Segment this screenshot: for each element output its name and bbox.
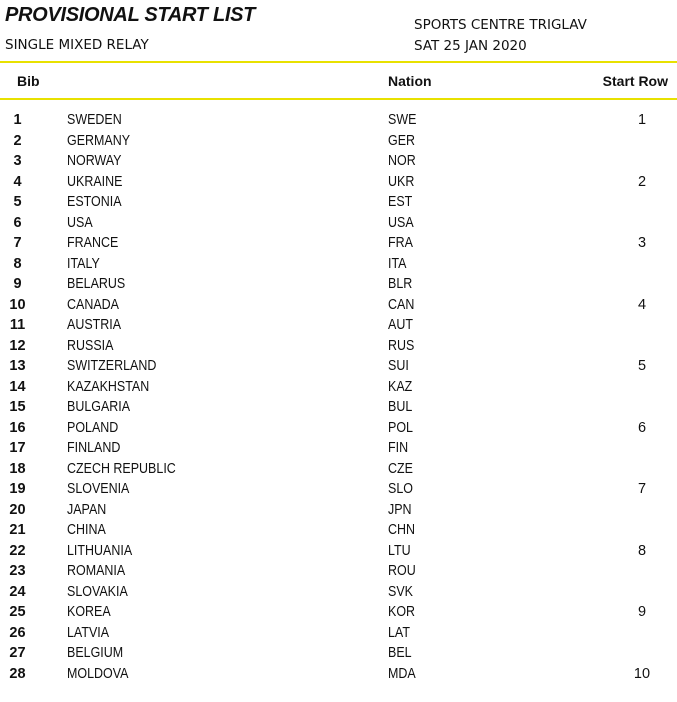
bib-cell: 8 [13, 255, 22, 272]
bib-cell: 17 [9, 440, 26, 456]
bib-cell: 25 [9, 604, 26, 620]
table-row [0, 254, 677, 275]
nation-code-cell: FIN [388, 440, 409, 456]
nation-code-cell: AUT [388, 317, 413, 333]
team-cell: CZECH REPUBLIC [67, 460, 176, 477]
table-row [0, 213, 677, 234]
bib-cell: 18 [9, 460, 26, 477]
bib-cell: 27 [9, 645, 26, 661]
team-cell: LATVIA [67, 624, 110, 641]
venue-name: SPORTS CENTRE TRIGLAV [414, 17, 587, 33]
nation-code-cell: CAN [388, 296, 415, 313]
bib-cell: 14 [9, 378, 26, 395]
table-row [0, 561, 677, 582]
start-row-cell: 8 [637, 542, 647, 559]
start-row-cell: 4 [637, 296, 647, 313]
table-row [0, 664, 677, 685]
team-cell: ITALY [67, 255, 100, 272]
team-cell: AUSTRIA [67, 317, 122, 333]
nation-code-cell: SWE [388, 112, 417, 128]
team-cell: JAPAN [67, 501, 107, 518]
bib-cell: 15 [9, 399, 26, 415]
table-row [0, 438, 677, 459]
column-header-bib: Bib [17, 73, 40, 89]
nation-code-cell: LAT [388, 624, 410, 641]
nation-code-cell: ITA [388, 255, 407, 272]
bib-cell: 5 [13, 194, 22, 210]
table-row [0, 623, 677, 644]
nation-code-cell: LTU [388, 542, 411, 559]
nation-code-cell: FRA [388, 235, 413, 251]
bib-cell: 6 [13, 214, 22, 231]
bib-cell: 10 [9, 296, 26, 313]
table-row [0, 541, 677, 562]
bib-cell: 23 [9, 563, 26, 579]
team-cell: NORWAY [67, 153, 122, 169]
start-list-table [0, 110, 677, 684]
team-cell: KOREA [67, 604, 111, 620]
nation-code-cell: NOR [388, 153, 416, 169]
nation-code-cell: BEL [388, 645, 412, 661]
header-divider [0, 61, 677, 63]
nation-code-cell: SLO [388, 481, 413, 497]
start-row-cell: 1 [637, 112, 647, 128]
event-name: SINGLE MIXED RELAY [5, 37, 149, 53]
bib-cell: 24 [9, 583, 26, 600]
start-row-cell: 7 [637, 481, 647, 497]
team-cell: CHINA [67, 522, 106, 538]
nation-code-cell: BLR [388, 276, 413, 292]
team-cell: ESTONIA [67, 194, 122, 210]
bib-cell: 22 [9, 542, 26, 559]
column-header-start-row: Start Row [602, 73, 668, 89]
nation-code-cell: KAZ [388, 378, 413, 395]
table-row [0, 131, 677, 152]
bib-cell: 21 [9, 522, 26, 538]
column-header-divider [0, 98, 677, 100]
team-cell: KAZAKHSTAN [67, 378, 150, 395]
nation-code-cell: JPN [388, 501, 412, 518]
bib-cell: 3 [13, 153, 22, 169]
table-row [0, 602, 677, 623]
bib-cell: 4 [13, 173, 22, 190]
event-date: SAT 25 JAN 2020 [414, 38, 527, 54]
table-row [0, 192, 677, 213]
table-row [0, 582, 677, 603]
nation-code-cell: BUL [388, 399, 413, 415]
nation-code-cell: GER [388, 132, 416, 149]
team-cell: GERMANY [67, 132, 131, 149]
table-row [0, 356, 677, 377]
start-row-cell: 10 [633, 665, 651, 682]
team-cell: ROMANIA [67, 563, 126, 579]
table-row [0, 151, 677, 172]
bib-cell: 16 [9, 419, 26, 436]
table-row [0, 397, 677, 418]
bib-cell: 2 [13, 132, 22, 149]
team-cell: BULGARIA [67, 399, 131, 415]
table-row [0, 418, 677, 439]
table-row [0, 315, 677, 336]
table-row [0, 295, 677, 316]
bib-cell: 1 [13, 112, 22, 128]
table-row [0, 500, 677, 521]
bib-cell: 9 [13, 276, 22, 292]
nation-code-cell: RUS [388, 337, 415, 354]
table-row [0, 336, 677, 357]
team-cell: MOLDOVA [67, 665, 129, 682]
bib-cell: 13 [9, 358, 26, 374]
nation-code-cell: SUI [388, 358, 409, 374]
table-row [0, 233, 677, 254]
table-row [0, 377, 677, 398]
bib-cell: 20 [9, 501, 26, 518]
nation-code-cell: MDA [388, 665, 416, 682]
team-cell: SWEDEN [67, 112, 122, 128]
team-cell: POLAND [67, 419, 119, 436]
column-header-nation: Nation [388, 73, 432, 89]
nation-code-cell: UKR [388, 173, 415, 190]
nation-code-cell: EST [388, 194, 413, 210]
nation-code-cell: CZE [388, 460, 413, 477]
team-cell: SWITZERLAND [67, 358, 157, 374]
table-row [0, 110, 677, 131]
start-row-cell: 5 [637, 358, 647, 374]
nation-code-cell: KOR [388, 604, 416, 620]
team-cell: RUSSIA [67, 337, 114, 354]
table-row [0, 459, 677, 480]
start-row-cell: 2 [637, 173, 647, 190]
team-cell: FINLAND [67, 440, 121, 456]
table-row [0, 479, 677, 500]
nation-code-cell: CHN [388, 522, 416, 538]
team-cell: UKRAINE [67, 173, 123, 190]
nation-code-cell: POL [388, 419, 413, 436]
bib-cell: 26 [9, 624, 26, 641]
team-cell: FRANCE [67, 235, 119, 251]
team-cell: BELARUS [67, 276, 126, 292]
page-title: PROVISIONAL START LIST [5, 4, 256, 26]
nation-code-cell: ROU [388, 563, 416, 579]
start-row-cell: 3 [637, 235, 647, 251]
nation-code-cell: SVK [388, 583, 413, 600]
team-cell: CANADA [67, 296, 119, 313]
table-row [0, 643, 677, 664]
team-cell: LITHUANIA [67, 542, 133, 559]
bib-cell: 12 [9, 337, 26, 354]
team-cell: SLOVAKIA [67, 583, 128, 600]
bib-cell: 19 [9, 481, 26, 497]
table-row [0, 172, 677, 193]
team-cell: SLOVENIA [67, 481, 130, 497]
bib-cell: 28 [9, 665, 26, 682]
start-row-cell: 9 [637, 604, 647, 620]
team-cell: BELGIUM [67, 645, 124, 661]
table-row [0, 520, 677, 541]
team-cell: USA [67, 214, 93, 231]
start-row-cell: 6 [637, 419, 647, 436]
table-row [0, 274, 677, 295]
bib-cell: 7 [13, 235, 22, 251]
bib-cell: 11 [9, 317, 26, 333]
nation-code-cell: USA [388, 214, 414, 231]
